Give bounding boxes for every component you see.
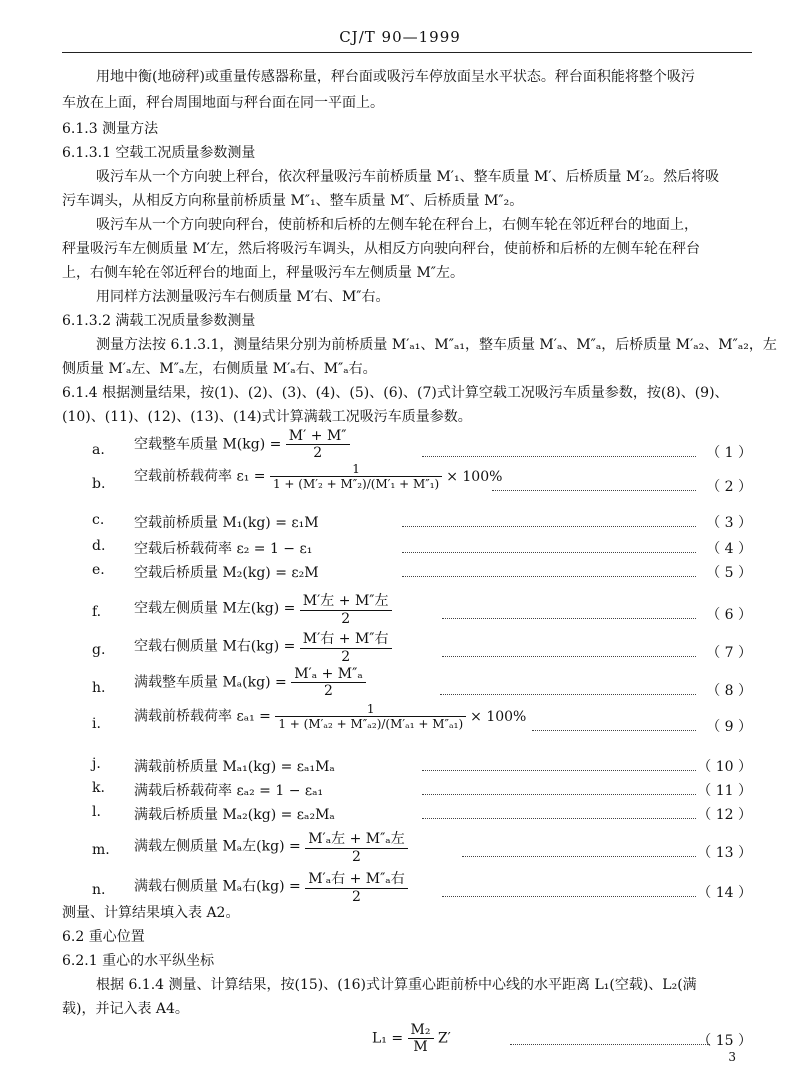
formula-numerator: 1 [275,702,466,717]
formula-leader [422,782,696,795]
para-1b: 车放在上面，秤台周围地面与秤台面在同一平面上。 [62,95,384,111]
formula-fraction [286,428,350,461]
formula-number: （ 5 ） [706,565,752,581]
formula-label: c. [92,512,105,528]
formula-15-den: M [413,1039,428,1055]
formula-fraction [270,462,442,491]
formula-label: i. [92,716,101,732]
para-3a: 吸污车从一个方向驶向秤台，使前桥和后桥的左侧车轮在秤台上，右侧车轮在邻近秤台的地面上， [96,217,698,233]
formula-leader [492,478,696,491]
formula-label: m. [92,842,110,858]
formula-15-tail: Z′ [437,1030,451,1047]
formula-denominator: 2 [341,649,351,665]
formula-numerator: M′ₐ右 + M″ₐ右 [305,868,408,889]
para-5b: 侧质量 M′ₐ左、M″ₐ左，右侧质量 M′ₐ右、M″ₐ右。 [62,361,377,377]
section-6-2: 6.2 重心位置 [62,929,145,945]
formula-numerator: M′左 + M″左 [300,590,392,611]
formula-leader [462,844,696,857]
formula-leader [402,514,696,527]
formula-text: 空载前桥载荷率 ε₁ = [134,468,266,485]
formula-text: 满载前桥载荷率 εₐ₁ = [134,708,271,725]
para-3b: 秤量吸污车左侧质量 M′左，然后将吸污车调头，从相反方向驶向秤台，使前桥和后桥的左侧车轮在秤台 [62,241,700,257]
formula-15-expr [372,1022,451,1055]
formula-leader [402,564,696,577]
formula-15-num: M₂ [408,1022,434,1039]
formula-text: 满载前桥质量 Mₐ₁(kg) = εₐ₁Mₐ [134,759,335,775]
formula-row [62,462,752,506]
formula-numerator: M′ₐ + M″ₐ [291,666,366,683]
formula-label: k. [92,780,105,796]
formula-number: （ 3 ） [706,515,752,531]
formula-leader [422,758,696,771]
formula-numerator: M′右 + M″右 [300,628,392,649]
formula-number: （ 8 ） [706,683,752,699]
para-7b: 载)，并记入表 A4。 [62,1001,189,1017]
formula-15-leader [510,1032,710,1045]
formula-leader [442,606,696,619]
formula-fraction [305,868,408,905]
formula-number: （ 10 ） [697,759,752,775]
formula-denominator: 1 + (M′ₐ₂ + M″ₐ₂)/(M′ₐ₁ + M″ₐ₁) [278,717,464,731]
section-6-1-3: 6.1.3 测量方法 [62,121,159,137]
formula-text: 满载左侧质量 Mₐ左(kg) = [134,838,301,855]
formula-expression [134,868,408,905]
formula-expression [134,666,366,699]
formula-text: 空载整车质量 M(kg) = [134,436,282,453]
section-6-1-4b: (10)、(11)、(12)、(13)、(14)式计算满载工况吸污车质量参数。 [62,409,472,425]
formula-expression [134,512,319,532]
header-rule [62,52,752,53]
formula-leader [422,806,696,819]
formula-text: 满载后桥载荷率 εₐ₂ = 1 − εₐ₁ [134,783,324,799]
page-number: 3 [728,1050,736,1064]
para-6: 测量、计算结果填入表 A2。 [62,905,240,921]
formula-numerator: M′ + M″ [286,428,350,445]
formula-fraction [291,666,366,699]
para-2b: 污车调头，从相反方向称量前桥质量 M″₁、整车质量 M″、后桥质量 M″₂。 [62,193,524,209]
formula-denominator: 2 [352,889,361,905]
formula-number: （ 4 ） [706,541,752,557]
formula-leader [442,644,696,657]
formula-15-number: （ 15 ） [697,1033,752,1049]
standard-code: CJ/T 90—1999 [339,28,461,46]
formula-number: （ 11 ） [697,783,752,799]
formula-expression [134,828,408,865]
formula-text: 空载前桥质量 M₁(kg) = ε₁M [134,515,319,531]
formula-denominator: 1 + (M′₂ + M″₂)/(M′₁ + M″₁) [272,477,440,491]
formula-leader [402,540,696,553]
section-6-1-4a: 6.1.4 根据测量结果，按(1)、(2)、(3)、(4)、(5)、(6)、(7)式计算空载工况吸污车质量参数，按(8)、(9)、 [62,385,729,401]
formula-label: g. [92,642,106,658]
formula-text: 满载后桥质量 Mₐ₂(kg) = εₐ₂Mₐ [134,807,335,823]
section-6-2-1: 6.2.1 重心的水平纵坐标 [62,953,215,969]
formula-fraction [300,628,392,665]
formula-tail: × 100% [446,468,503,485]
para-4: 用同样方法测量吸污车右侧质量 M′右、M″右。 [96,289,390,305]
formula-number: （ 13 ） [697,845,752,861]
formula-numerator: 1 [270,462,442,477]
section-6-1-3-2: 6.1.3.2 满载工况质量参数测量 [62,313,256,329]
formula-label: l. [92,804,101,820]
formula-label: j. [92,756,101,772]
para-1a: 用地中衡(地磅秤)或重量传感器称量，秤台面或吸污车停放面呈水平状态。秤台面积能将整个吸污 [96,69,695,85]
formula-leader [532,718,696,731]
formula-text: 空载后桥质量 M₂(kg) = ε₂M [134,565,319,581]
formula-number: （ 6 ） [706,607,752,623]
formula-expression [134,538,312,558]
formula-number: （ 7 ） [706,645,752,661]
formula-expression [134,780,323,800]
formula-15 [62,1022,752,1062]
formula-expression [134,462,502,491]
formula-15-fraction [408,1022,434,1055]
formula-expression [134,590,392,627]
formula-label: a. [92,442,105,458]
formula-row [62,832,752,872]
formula-number: （ 1 ） [706,445,752,461]
formula-fraction [275,702,466,731]
formula-denominator: 2 [324,683,333,699]
formula-leader [422,444,696,457]
formula-label: e. [92,562,105,578]
formula-text: 空载左侧质量 M左(kg) = [134,600,296,617]
formula-text: 满载右侧质量 Mₐ右(kg) = [134,878,301,895]
formula-label: h. [92,680,106,696]
formula-denominator: 2 [341,611,351,627]
formula-numerator: M′ₐ左 + M″ₐ左 [305,828,408,849]
formula-expression [134,428,350,461]
formula-expression [134,804,335,824]
formula-text: 空载后桥载荷率 ε₂ = 1 − ε₁ [134,541,313,557]
formula-leader [442,884,696,897]
formula-label: d. [92,538,106,554]
formula-tail: × 100% [470,708,527,725]
formula-denominator: 2 [352,849,361,865]
para-5a: 测量方法按 6.1.3.1，测量结果分别为前桥质量 M′ₐ₁、M″ₐ₁，整车质量 M′ₐ、M″ₐ，后桥质量 M′ₐ₂、M″ₐ₂，左 [96,337,777,353]
formula-expression [134,562,319,582]
formula-label: b. [92,476,106,492]
para-3c: 上，右侧车轮在邻近秤台的地面上，秤量吸污车左侧质量 M″左。 [62,265,465,281]
formula-number: （ 9 ） [706,719,752,735]
para-7a: 根据 6.1.4 测量、计算结果，按(15)、(16)式计算重心距前桥中心线的水平距离 L₁(空载)、L₂(满 [96,977,697,993]
formula-denominator: 2 [313,445,323,461]
section-6-1-3-1: 6.1.3.1 空载工况质量参数测量 [62,145,256,161]
formula-expression [134,702,526,731]
formula-expression [134,756,335,776]
formula-number: （ 2 ） [706,479,752,495]
formula-15-lhs: L₁ = [372,1030,404,1047]
para-2a: 吸污车从一个方向驶上秤台，依次秤量吸污车前桥质量 M′₁、整车质量 M′、后桥质量 M′₂。然后将吸 [96,169,720,185]
formula-text: 空载右侧质量 M右(kg) = [134,638,296,655]
formula-fraction [305,828,408,865]
formula-fraction [300,590,392,627]
formula-leader [440,682,696,695]
formula-number: （ 12 ） [697,807,752,823]
formula-label: n. [92,882,106,898]
formula-text: 满载整车质量 Mₐ(kg) = [134,674,287,691]
formula-number: （ 14 ） [697,885,752,901]
formula-expression [134,628,392,665]
formula-label: f. [92,604,102,620]
formula-row [62,702,752,746]
